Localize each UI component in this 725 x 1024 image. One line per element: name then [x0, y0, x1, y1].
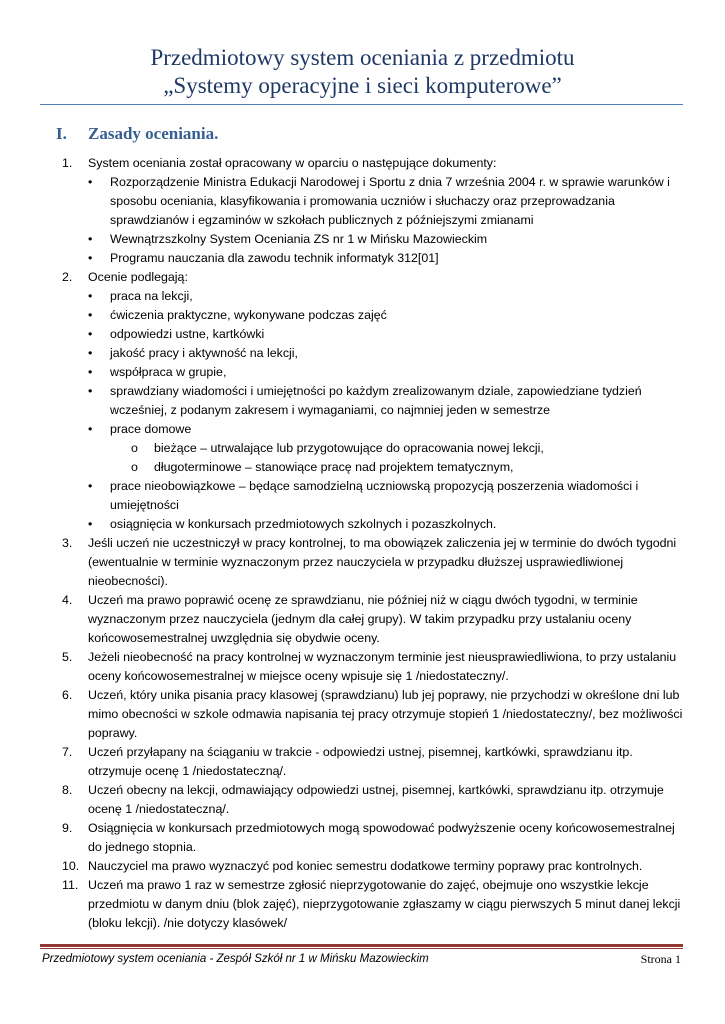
document-title [40, 44, 685, 100]
list-item [0, 781, 725, 819]
bullet-icon: • [88, 346, 93, 360]
list-number: 9. [62, 821, 73, 835]
list-number: 11. [62, 878, 79, 892]
bullet-icon: • [88, 365, 93, 379]
list-item [0, 648, 725, 686]
sub-bullet-item [0, 458, 725, 477]
list-text: Osiągnięcia w konkursach przedmiotowych mogą spowodować podwyższenie oceny końcowosemestralnej do jednego stopnia. [88, 821, 675, 854]
bullet-icon: • [88, 175, 93, 189]
title-underline [40, 104, 683, 105]
bullet-text: praca na lekcji, [110, 289, 193, 303]
list-item [0, 819, 725, 857]
bullet-icon: • [88, 384, 93, 398]
bullet-icon: • [88, 232, 93, 246]
bullet-item [0, 230, 725, 249]
list-text: Jeżeli nieobecność na pracy kontrolnej w wyznaczonym terminie jest nieusprawiedliwiona, to przy ustalaniu oceny końcowosemestralnej w miejsce oceny wpisuje się 1 /niedostateczny/. [88, 650, 677, 683]
page-number: Strona 1 [640, 952, 681, 966]
bullet-icon: • [88, 308, 93, 322]
bullet-item [0, 249, 725, 268]
bullet-item [0, 477, 725, 515]
numbered-list [0, 154, 725, 933]
list-item [0, 876, 725, 933]
list-item [0, 686, 725, 743]
bullet-text: Rozporządzenie Ministra Edukacji Narodowej i Sportu z dnia 7 września 2004 r. w sprawie warunków i sposobu oceniania, klasyfikowania i promowania uczniów i słuchaczy oraz przeprowadzania sprawdzianów i egzaminów w szkołach publicznych z późniejszymi zmianami [110, 175, 670, 227]
list-item [0, 268, 725, 287]
bullet-item [0, 363, 725, 382]
bullet-icon: • [88, 422, 93, 436]
list-text: Uczeń obecny na lekcji, odmawiający odpowiedzi ustnej, pisemnej, kartkówki, sprawdzianu itp. otrzymuje ocenę 1 /niedostateczną/. [88, 783, 664, 816]
sub-bullet-text: długoterminowe – stanowiące pracę nad projektem tematycznym, [154, 460, 514, 474]
list-number: 5. [62, 650, 73, 664]
footer-rule-thin [40, 948, 683, 949]
bullet-text: jakość pracy i aktywność na lekcji, [110, 346, 298, 360]
bullet-icon: • [88, 327, 93, 341]
section-title: Zasady oceniania. [88, 124, 219, 143]
bullet-item [0, 382, 725, 420]
circle-bullet-icon: o [131, 441, 138, 455]
bullet-item [0, 287, 725, 306]
list-text: Uczeń ma prawo 1 raz w semestrze zgłosić nieprzygotowanie do zajęć, obejmuje ono wszystkie lekcje przedmiotu w danym dniu (blok zajęć), nieprzygotowanie zgłaszamy w ciągu pierwszych 5 minut danej lekcji (bloku lekcji). /nie dotyczy klasówek/ [88, 878, 681, 930]
list-number: 2. [62, 270, 73, 284]
bullet-icon: • [88, 251, 93, 265]
list-number: 10. [62, 859, 80, 873]
list-item [0, 743, 725, 781]
bullet-text: odpowiedzi ustne, kartkówki [110, 327, 265, 341]
bullet-text: współpraca w grupie, [110, 365, 227, 379]
list-text: Uczeń ma prawo poprawić ocenę ze sprawdzianu, nie później niż w ciągu dwóch tygodni, w terminie wyznaczonym przez nauczyciela (jednym dla całej grupy). W takim przypadku przy ustalaniu oceny końcowosemestralnej uwzględnia się obydwie oceny. [88, 593, 638, 645]
bullet-item [0, 173, 725, 230]
list-item [0, 591, 725, 648]
list-text: Ocenie podlegają: [88, 270, 188, 284]
list-text: System oceniania został opracowany w oparciu o następujące dokumenty: [88, 156, 497, 170]
bullet-text: ćwiczenia praktyczne, wykonywane podczas zajęć [110, 308, 387, 322]
bullet-icon: • [88, 517, 93, 531]
list-item [0, 154, 725, 173]
list-number: 7. [62, 745, 73, 759]
list-item [0, 857, 725, 876]
bullet-item [0, 515, 725, 534]
title-line-2: „Systemy operacyjne i sieci komputerowe” [163, 73, 562, 98]
list-text: Nauczyciel ma prawo wyznaczyć pod koniec semestru dodatkowe terminy poprawy prac kontrolnych. [88, 859, 643, 873]
sub-bullet-text: bieżące – utrwalające lub przygotowujące do opracowania nowej lekcji, [154, 441, 544, 455]
title-line-1: Przedmiotowy system oceniania z przedmiotu [150, 45, 575, 70]
section-number: I. [56, 124, 67, 143]
bullet-item [0, 306, 725, 325]
bullet-item [0, 344, 725, 363]
footer-rule [40, 944, 683, 947]
list-text: Uczeń, który unika pisania pracy klasowej (sprawdzianu) lub jej poprawy, nie przychodzi w określone dni lub mimo obecności w szkole odmawia napisania tej pracy otrzymuje stopień 1 /niedostateczny/, bez możliwości poprawy. [88, 688, 683, 740]
list-item [0, 534, 725, 591]
footer-school: Przedmiotowy system oceniania - Zespół Szkół nr 1 w Mińsku Mazowieckim [42, 953, 429, 965]
bullet-text: prace domowe [110, 422, 192, 436]
sub-bullet-item [0, 439, 725, 458]
bullet-item [0, 325, 725, 344]
section-heading [56, 124, 218, 144]
bullet-text: Programu nauczania dla zawodu technik informatyk 312[01] [110, 251, 439, 265]
list-number: 4. [62, 593, 73, 607]
list-number: 8. [62, 783, 73, 797]
bullet-icon: • [88, 289, 93, 303]
bullet-text: osiągnięcia w konkursach przedmiotowych szkolnych i pozaszkolnych. [110, 517, 497, 531]
bullet-icon: • [88, 479, 93, 493]
bullet-text: prace nieobowiązkowe – będące samodzielną uczniowską propozycją poszerzenia wiadomości i umiejętności [110, 479, 639, 512]
bullet-item [0, 420, 725, 439]
list-text: Jeśli uczeń nie uczestniczył w pracy kontrolnej, to ma obowiązek zaliczenia jej w terminie do dwóch tygodni (ewentualnie w terminie wyznaczonym przez nauczyciela w przypadku dłuższej usprawiedliwionej nieobecności). [88, 536, 677, 588]
list-text: Uczeń przyłapany na ściąganiu w trakcie - odpowiedzi ustnej, pisemnej, kartkówki, sprawdzianu itp. otrzymuje ocenę 1 /niedostateczną/. [88, 745, 633, 778]
list-number: 6. [62, 688, 73, 702]
bullet-text: Wewnątrzszkolny System Oceniania ZS nr 1 w Mińsku Mazowieckim [110, 232, 488, 246]
circle-bullet-icon: o [131, 460, 138, 474]
list-number: 1. [62, 156, 73, 170]
bullet-text: sprawdziany wiadomości i umiejętności po każdym zrealizowanym dziale, zapowiedziane tydzień wcześniej, z podanym zakresem i wymaganiami, co najmniej jeden w semestrze [110, 384, 642, 417]
list-number: 3. [62, 536, 73, 550]
